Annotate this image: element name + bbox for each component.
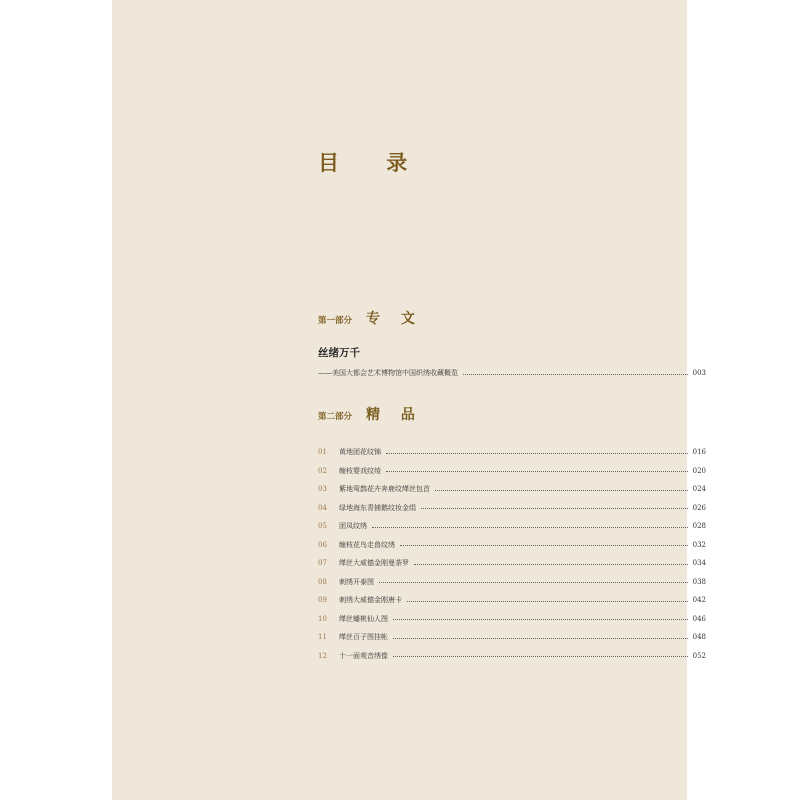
entry-number: 09 (318, 596, 327, 605)
entry-page: 048 (692, 633, 706, 642)
entry-number: 04 (318, 503, 327, 512)
dot-leader (463, 374, 688, 375)
essay-page: 003 (692, 369, 706, 377)
dot-leader (400, 545, 688, 546)
part-1-title: 专 文 (366, 311, 423, 327)
toc-entry (318, 647, 706, 666)
entry-title: 十一面观音绣像 (339, 651, 388, 660)
dot-leader (435, 490, 688, 491)
entry-page: 052 (692, 651, 706, 660)
entry-page: 032 (692, 540, 706, 549)
dot-leader (407, 601, 688, 602)
dot-leader (421, 508, 688, 509)
toc-entry (318, 628, 706, 647)
toc-entry (318, 499, 706, 518)
dot-leader (379, 582, 688, 583)
page-title: 目 录 (318, 150, 428, 175)
entry-page: 028 (692, 522, 706, 531)
entry-number: 10 (318, 614, 327, 623)
entry-number: 01 (318, 448, 327, 457)
dot-leader (372, 527, 688, 528)
dot-leader (393, 638, 688, 639)
entry-number: 03 (318, 485, 327, 494)
entry-title: 刺绣大威德金刚唐卡 (339, 596, 402, 605)
part-2-heading (318, 404, 423, 424)
entry-title: 绿地海东青捕鹅纹妆金绢 (339, 503, 416, 512)
entry-page: 046 (692, 614, 706, 623)
entry-page: 016 (692, 448, 706, 457)
entry-title: 黄地团花纹锦 (339, 448, 381, 457)
entry-number: 11 (318, 633, 327, 642)
toc-entry (318, 480, 706, 499)
entry-page: 038 (692, 577, 706, 586)
toc-entry (318, 554, 706, 573)
part-2-label: 第二部分 (318, 412, 353, 422)
toc-entry (318, 591, 706, 610)
entry-number: 08 (318, 577, 327, 586)
toc-entries-list (318, 443, 706, 665)
dot-leader (386, 453, 688, 454)
entry-number: 07 (318, 559, 327, 568)
dot-leader (414, 564, 688, 565)
toc-entry (318, 573, 706, 592)
dot-leader (393, 656, 688, 657)
toc-entry (318, 443, 706, 462)
entry-number: 05 (318, 522, 327, 531)
entry-title: 团凤纹绣 (339, 522, 367, 531)
dot-leader (386, 471, 688, 472)
essay-toc-entry (318, 368, 706, 378)
dot-leader (393, 619, 688, 620)
entry-title: 紫地鸾鹊花卉奔鹿纹缂丝包首 (339, 485, 430, 494)
part-2-title: 精 品 (366, 407, 423, 423)
entry-page: 020 (692, 466, 706, 475)
essay-subtitle: ——美国大都会艺术博物馆中国织绣收藏概览 (318, 369, 458, 377)
entry-title: 缠枝花鸟走兽纹绣 (339, 540, 395, 549)
part-1-heading (318, 308, 423, 328)
entry-title: 缂丝蟠桃仙人图 (339, 614, 388, 623)
entry-title: 缂丝百子图挂帐 (339, 633, 388, 642)
entry-title: 缠枝婴戏纹绫 (339, 466, 381, 475)
entry-page: 034 (692, 559, 706, 568)
entry-title: 缂丝大威德金刚曼荼罗 (339, 559, 409, 568)
entry-title: 刺绣开泰图 (339, 577, 374, 586)
book-page (112, 0, 706, 800)
toc-entry (318, 462, 706, 481)
entry-number: 02 (318, 466, 327, 475)
entry-page: 042 (692, 596, 706, 605)
entry-page: 026 (692, 503, 706, 512)
toc-entry (318, 517, 706, 536)
part-1-label: 第一部分 (318, 316, 353, 326)
toc-entry (318, 610, 706, 629)
entry-number: 06 (318, 540, 327, 549)
entry-number: 12 (318, 651, 327, 660)
essay-title: 丝绪万千 (318, 347, 360, 359)
entry-page: 024 (692, 485, 706, 494)
toc-entry (318, 536, 706, 555)
